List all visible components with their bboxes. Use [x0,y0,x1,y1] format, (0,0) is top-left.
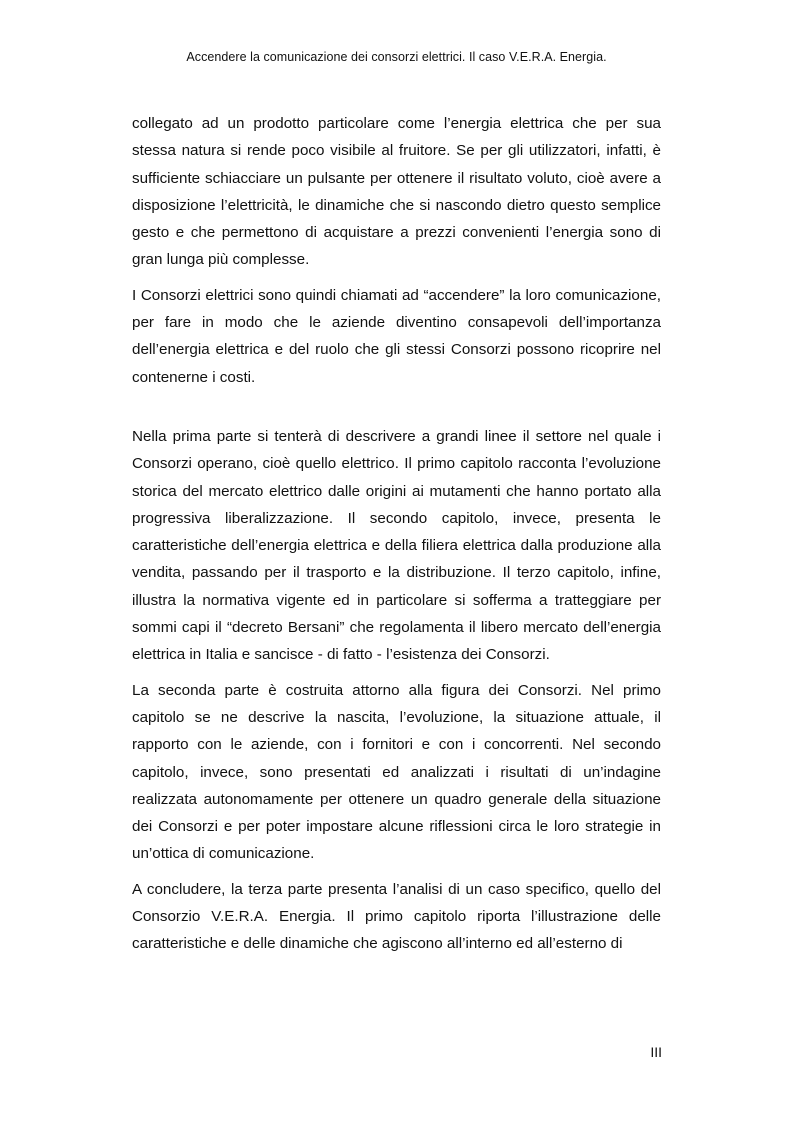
paragraph: collegato ad un prodotto particolare come l’energia elettrica che per sua stessa natura si rende poco visibile al fruitore. Se per gli utilizzatori, infatti, è sufficiente schiacciare un pulsante per ottenere il risultato voluto, cioè avere a disposizione l’elettricità, le dinamiche che si nascondo dietro questo semplice gesto e che permettono di acquistare a prezzi convenienti l’energia sono di gran lunga più complesse. [132,115,661,269]
page-number: III [650,1044,662,1060]
paragraph: La seconda parte è costruita attorno alla figura dei Consorzi. Nel primo capitolo se ne descrive la nascita, l’evoluzione, la situazione attuale, il rapporto con le aziende, con i fornitori e con i concorrenti. Nel secondo capitolo, invece, sono presentati ed analizzati i risultati di un’indagine realizzata autonomamente per ottenere un quadro generale della situazione dei Consorzi e per poter impostare alcune riflessioni circa le loro strategie in un’ottica di comunicazione. [132,681,661,863]
body-text [132,110,661,966]
paragraph: Nella prima parte si tenterà di descrivere a grandi linee il settore nel quale i Consorzi operano, cioè quello elettrico. Il primo capitolo racconta l’evoluzione storica del mercato elettrico dalle origini ai mutamenti che hanno portato alla progressiva liberalizzazione. Il secondo capitolo, invece, presenta le caratteristiche dell’energia elettrica e della filiera elettrica dalla produzione alla vendita, passando per il trasporto e la distribuzione. Il terzo capitolo, infine, illustra la normativa vigente ed in particolare si sofferma a tratteggiare per sommi capi il “decreto Bersani” che regolamenta il libero mercato dell’energia elettrica in Italia e sancisce - di fatto - l’esistenza dei Consorzi. [132,427,661,664]
running-header: Accendere la comunicazione dei consorzi elettrici. Il caso V.E.R.A. Energia. [186,50,607,64]
paragraph: I Consorzi elettrici sono quindi chiamati ad “accendere” la loro comunicazione, per fare in modo che le aziende diventino consapevoli dell’importanza dell’energia elettrica e del ruolo che gli stessi Consorzi possono ricoprire nel contenerne i costi. [132,286,661,386]
paragraph: A concludere, la terza parte presenta l’analisi di un caso specifico, quello del Consorzio V.E.R.A. Energia. Il primo capitolo riporta l’illustrazione delle caratteristiche e delle dinamiche che agiscono all’interno ed all’esterno di [132,880,661,953]
